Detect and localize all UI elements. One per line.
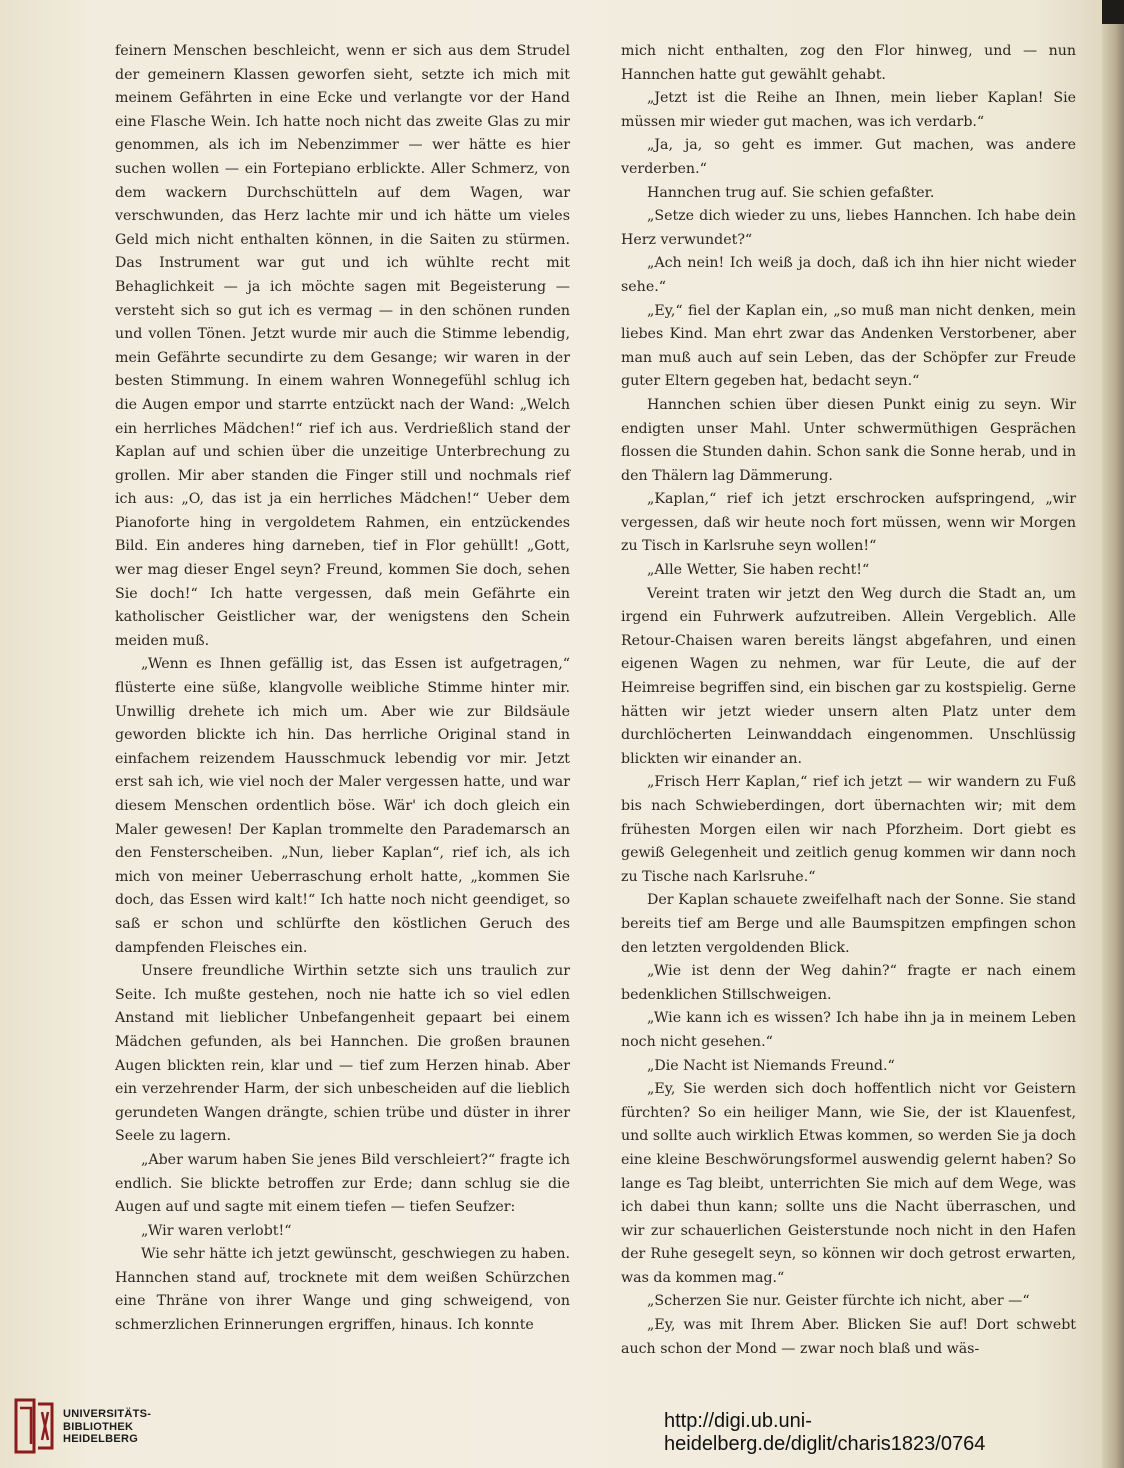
right-paragraph-12: „Frisch Herr Kaplan,“ rief ich jetzt — wir wandern zu Fuß bis nach Schwieberdingen, dort übernachten wir; mit dem frühesten Morgen eilen wir nach Pforzheim. Dort giebt es gewiß Gelegenheit und zeitlich genug kommen wir dann noch zu Tische nach Karlsruhe.“ bbox=[621, 774, 1076, 885]
left-paragraph-4: „Aber warum haben Sie jenes Bild verschleiert?“ fragte ich endlich. Sie blickte betroffen zur Erde; dann schlug sie die Augen auf und sagte mit einem tiefen — tiefen Seufzer: bbox=[115, 1151, 570, 1216]
library-name bbox=[63, 1408, 151, 1446]
right-paragraph-11: Vereint traten wir jetzt den Weg durch die Stadt an, um irgend ein Fuhrwerk aufzutreiben. Allein Vergeblich. Alle Retour-Chaisen waren bereits längst abgefahren, und einen eigenen Wagen zu nehmen, war für Leute, die auf der Heimreise begriffen sind, ein bischen gar zu kostspielig. Gerne hätten wir jetzt wieder unsern alten Platz unter dem durchlöcherten Leinwanddach eingenommen. Unschlüssig blickten wir einander an. bbox=[621, 585, 1076, 767]
left-paragraph-3: Unsere freundliche Wirthin setzte sich uns traulich zur Seite. Ich mußte gestehen, noch nie hatte ich so viel edlen Anstand mit lieblicher Unbefangenheit gepaart bei einem Mädchen gefunden, als bei Hannchen. Die großen braunen Augen blickten rein, klar und — tief zum Herzen hinab. Aber ein verzehrender Harm, der sich unbescheiden auf die lieblich gerundeten Wangen drängte, schien trübe und düster in ihrer Seele zu lagern. bbox=[115, 963, 570, 1145]
left-paragraph-6: Wie sehr hätte ich jetzt gewünscht, geschwiegen zu haben. Hannchen stand auf, trocknete mit dem weißen Schürzchen eine Thräne von ihrer Wange und ging schweigend, von schmerzlichen Erinnerungen ergriffen, hinaus. Ich konnte bbox=[115, 1246, 570, 1334]
right-paragraph-7: „Ey,“ fiel der Kaplan ein, „so muß man nicht denken, mein liebes Kind. Man ehrt zwar das Andenken Verstorbener, aber man muß auch auf sein Leben, das der Schöpfer zur Freude guter Eltern gegeben hat, bedacht seyn.“ bbox=[621, 302, 1076, 390]
library-name-line-2: BIBLIOTHEK bbox=[63, 1420, 134, 1433]
right-paragraph-17: „Ey, Sie werden sich doch hoffentlich nicht vor Geistern fürchten? So ein heiliger Mann, wie Sie, der ist Klauenfest, und sollte auch wirklich Etwas kommen, so werden Sie ja doch eine kleine Beschwörungsformel auswendig gelernt haben? So lange es Tag bleibt, unterrichten Sie mich auf dem Wege, was ich dabei thun kann; sollte uns die Nacht überraschen, und wir zur schauerlichen Geisterstunde noch nicht in den Hafen der Ruhe gesegelt seyn, so können wir doch getrost erwarten, was da kommen mag.“ bbox=[621, 1081, 1076, 1286]
right-paragraph-15: „Wie kann ich es wissen? Ich habe ihn ja in meinem Leben noch nicht gesehen.“ bbox=[621, 1010, 1076, 1050]
right-paragraph-19: „Ey, was mit Ihrem Aber. Blicken Sie auf! Dort schwebt auch schon der Mond — zwar noch blaß und wäs- bbox=[621, 1317, 1076, 1357]
right-paragraph-1: mich nicht enthalten, zog den Flor hinweg, und — nun Hannchen hatte gut gewählt gehabt. bbox=[621, 43, 1076, 83]
library-name-line-1: UNIVERSITÄTS- bbox=[63, 1408, 152, 1420]
right-paragraph-8: Hannchen schien über diesen Punkt einig zu seyn. Wir endigten unser Mahl. Unter schwermüthigen Gesprächen flossen die Stunden dahin. Schon sank die Sonne herab, und in den Thälern lag Dämmerung. bbox=[621, 396, 1076, 484]
right-paragraph-3: „Ja, ja, so geht es immer. Gut machen, was andere verderben.“ bbox=[621, 137, 1076, 177]
right-paragraph-18: „Scherzen Sie nur. Geister fürchte ich nicht, aber —“ bbox=[647, 1293, 1030, 1310]
left-paragraph-5: „Wir waren verlobt!“ bbox=[141, 1222, 292, 1239]
right-text-column bbox=[621, 40, 1076, 1361]
left-paragraph-2: „Wenn es Ihnen gefällig ist, das Essen ist aufgetragen,“ flüsterte eine süße, klangvolle weibliche Stimme hinter mir. Unwillig drehete ich mich um. Aber wie zur Bildsäule geworden blickte ich hin. Das herrliche Original stand in einfachem reizendem Hausschmuck lebendig vor mir. Jetzt erst sah ich, wie viel noch der Maler vergessen hatte, und war diesem Menschen ordentlich böse. Wär' ich doch gleich ein Maler gewesen! Der Kaplan trommelte den Parademarsch an den Fensterscheiben. „Nun, lieber Kaplan“, rief ich, als ich mich von meiner Ueberraschung erholt hatte, „kommen Sie doch, das Essen wird kalt!“ Ich hatte noch nicht geendiget, so saß er schon und schlürfte den köstlichen Geruch des dampfenden Fleisches ein. bbox=[115, 656, 570, 956]
right-paragraph-2: „Jetzt ist die Reihe an Ihnen, mein lieber Kaplan! Sie müssen mir wieder gut machen, was ich verdarb.“ bbox=[621, 90, 1076, 130]
right-paragraph-14: „Wie ist denn der Weg dahin?“ fragte er nach einem bedenklichen Stillschweigen. bbox=[621, 963, 1076, 1003]
page-edge bbox=[1102, 0, 1124, 1468]
corner-mark bbox=[1102, 0, 1124, 24]
library-name-line-3: HEIDELBERG bbox=[63, 1433, 139, 1445]
right-paragraph-5: „Setze dich wieder zu uns, liebes Hannchen. Ich habe dein Herz verwundet?“ bbox=[621, 208, 1076, 248]
left-paragraph-1: feinern Menschen beschleicht, wenn er sich aus dem Strudel der gemeinern Klassen geworfen sieht, setzte ich mich mit meinem Gefährten in eine Ecke und verlangte vor der Hand eine Flasche Wein. Ich hatte noch nicht das zweite Glas zu mir genommen, als ich im Nebenzimmer — wer hätte es hier suchen wollen — ein Fortepiano erblickte. Aller Schmerz, von dem wackern Durchschütteln auf dem Wagen, war verschwunden, das Herz lachte mir und ich hätte um vieles Geld mich nicht enthalten können, in die Saiten zu stürmen. Das Instrument war gut und ich wühlte recht mit Behaglichkeit — ja ich möchte sagen mit Begeisterung — versteht sich so gut ich es vermag — in den schönen runden und vollen Tönen. Jetzt wurde mir auch die Stimme lebendig, mein Gefährte secundirte zu dem Gesange; wir waren in der besten Stimmung. In einem wahren Wonnegefühl schlug ich die Augen empor und starrte entzückt nach der Wand: „Welch ein herrliches Mädchen!“ rief ich aus. Verdrießlich stand der Kaplan auf und schien über die unzeitige Unterbrechung zu grollen. Mir aber standen die Finger still und nochmals rief ich aus: „O, das ist ja ein herrliches Mädchen!“ Ueber dem Pianoforte hing in vergoldetem Rahmen, ein entzückendes Bild. Ein anderes hing darneben, tief in Flor gehüllt! „Gott, wer mag dieser Engel seyn? Freund, kommen Sie doch, sehen Sie doch!“ Ich hatte vergessen, daß mein Gefährte ein katholischer Geistlicher war, der wenigstens den Schein meiden muß. bbox=[115, 43, 570, 649]
right-paragraph-9: „Kaplan,“ rief ich jetzt erschrocken aufspringend, „wir vergessen, daß wir heute noch fort müssen, wenn wir Morgen zu Tisch in Karlsruhe seyn wollen!“ bbox=[621, 491, 1076, 555]
right-paragraph-6: „Ach nein! Ich weiß ja doch, daß ich ihn hier nicht wieder sehe.“ bbox=[621, 255, 1076, 295]
right-paragraph-13: Der Kaplan schauete zweifelhaft nach der Sonne. Sie stand bereits tief am Berge und alle Baumspitzen empfingen schon den letzten vergoldenden Blick. bbox=[621, 892, 1076, 956]
right-paragraph-10: „Alle Wetter, Sie haben recht!“ bbox=[647, 562, 870, 579]
left-text-column bbox=[115, 40, 570, 1338]
source-url-link[interactable]: http://digi.ub.uni-heidelberg.de/diglit/charis1823/0764 bbox=[664, 1410, 986, 1455]
university-library-logo-icon bbox=[12, 1398, 56, 1456]
right-paragraph-4: Hannchen trug auf. Sie schien gefaßter. bbox=[647, 184, 935, 201]
right-paragraph-16: „Die Nacht ist Niemands Freund.“ bbox=[647, 1057, 895, 1074]
digitization-footer bbox=[0, 1390, 1124, 1468]
